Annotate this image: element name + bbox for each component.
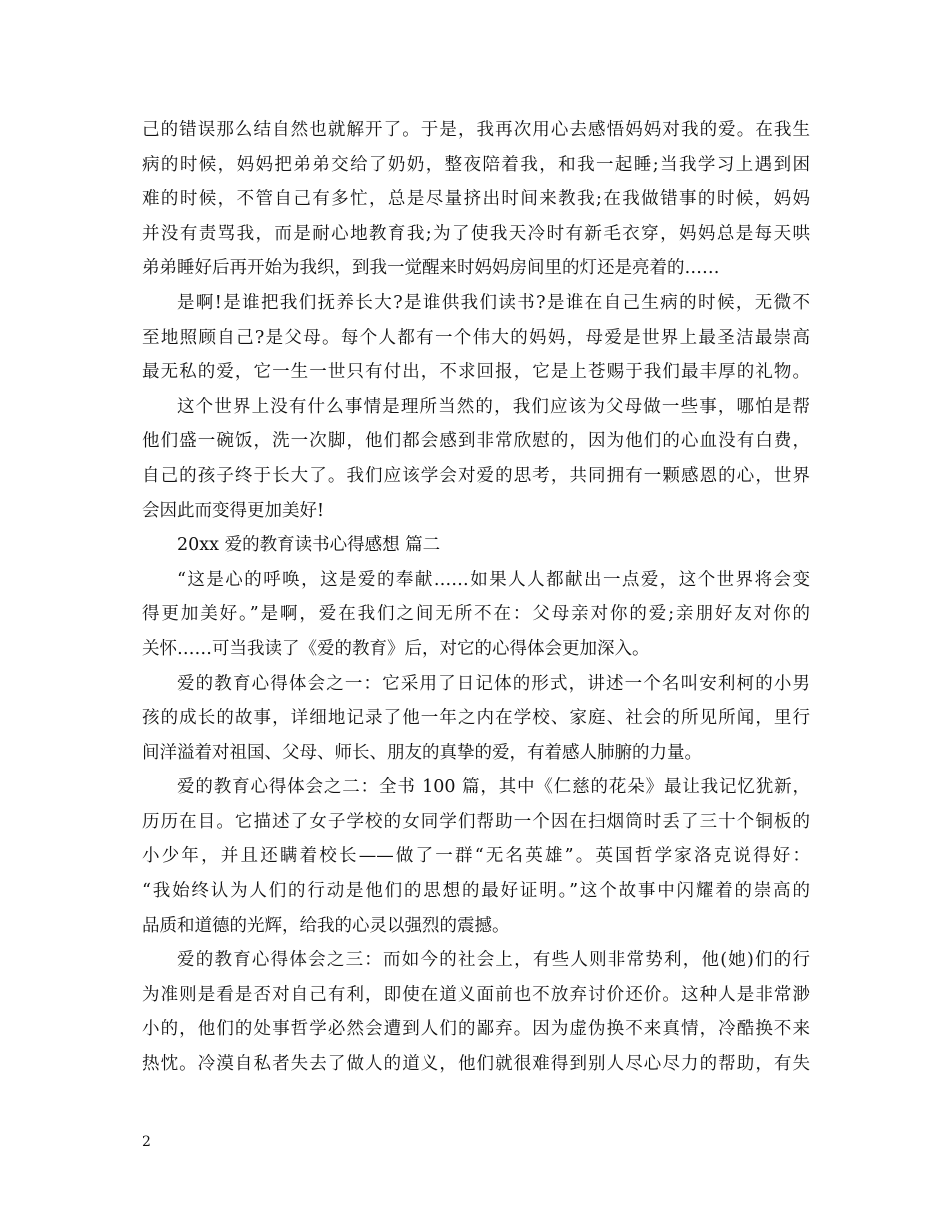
text-line: 关怀……可当我读了《爱的教育》后，对它的心得体会更加深入。 <box>142 638 650 659</box>
text-line: 并没有责骂我，而是耐心地教育我;为了使我天冷时有新毛衣穿，妈妈总是每天哄 <box>142 223 810 244</box>
text-line: 至地照顾自己?是父母。每个人都有一个伟大的妈妈，母爱是世界上最圣洁最崇高 <box>142 327 810 348</box>
text-line: 己的错误那么结自然也就解开了。于是，我再次用心去感悟妈妈对我的爱。在我生 <box>142 120 810 140</box>
text-line: 孩的成长的故事，详细地记录了他一年之内在学校、家庭、社会的所见所闻，里行 <box>142 708 810 729</box>
text-line: 病的时候，妈妈把弟弟交给了奶奶，整夜陪着我，和我一起睡;当我学习上遇到困 <box>142 154 810 175</box>
text-line: 小少年，并且还瞒着校长——做了一群“无名英雄”。英国哲学家洛克说得好： <box>142 846 810 867</box>
paragraph-first-line: 爱的教育心得体会之二：全书 100 篇，其中《仁慈的花朵》最让我记忆犹新， <box>177 777 810 798</box>
paragraph-first-line: “这是心的呼唤，这是爱的奉献……如果人人都献出一点爱，这个世界将会变 <box>177 569 810 590</box>
section-heading: 20xx 爱的教育读书心得感想 篇二 <box>177 535 441 556</box>
text-line: 得更加美好。”是啊，爱在我们之间无所不在：父母亲对你的爱;亲朋好友对你的 <box>142 604 810 625</box>
text-line: 为准则是看是否对自己有利，即使在道义面前也不放弃讨价还价。这种人是非常渺 <box>142 984 810 1005</box>
page-number: 2 <box>142 1134 151 1150</box>
text-line: 品质和道德的光辉，给我的心灵以强烈的震撼。 <box>142 915 510 936</box>
text-line: 最无私的爱，它一生一世只有付出，不求回报，它是上苍赐于我们最丰厚的礼物。 <box>142 362 810 383</box>
paragraph-first-line: 爱的教育心得体会之三：而如今的社会上，有些人则非常势利，他(她)们的行 <box>177 950 810 971</box>
paragraph-first-line: 是啊!是谁把我们抚养长大?是谁供我们读书?是谁在自己生病的时候，无微不 <box>177 292 810 313</box>
text-line: “我始终认为人们的行动是他们的思想的最好证明。”这个故事中闪耀着的崇高的 <box>142 881 810 902</box>
text-line: 历历在目。它描述了女子学校的女同学们帮助一个因在扫烟筒时丢了三十个铜板的 <box>142 811 810 832</box>
text-line: 自己的孩子终于长大了。我们应该学会对爱的思考，共同拥有一颗感恩的心，世界 <box>142 465 810 486</box>
text-line: 会因此而变得更加美好! <box>142 500 325 521</box>
document-body <box>142 113 810 1082</box>
text-line: 弟弟睡好后再开始为我织，到我一觉醒来时妈妈房间里的灯还是亮着的…… <box>142 258 720 279</box>
paragraph-first-line: 爱的教育心得体会之一：它采用了日记体的形式，讲述一个名叫安利柯的小男 <box>177 673 810 694</box>
text-line: 小的，他们的处事哲学必然会遭到人们的鄙弃。因为虚伪换不来真情，冷酷换不来 <box>142 1019 810 1040</box>
paragraph-first-line: 这个世界上没有什么事情是理所当然的，我们应该为父母做一些事，哪怕是帮 <box>177 396 810 417</box>
text-line: 热忱。冷漠自私者失去了做人的道义，他们就很难得到别人尽心尽力的帮助，有失 <box>142 1054 810 1075</box>
text-line: 间洋溢着对祖国、父母、师长、朋友的真挚的爱，有着感人肺腑的力量。 <box>142 742 702 763</box>
text-line: 他们盛一碗饭，洗一次脚，他们都会感到非常欣慰的，因为他们的心血没有白费， <box>142 431 810 452</box>
text-line: 难的时候，不管自己有多忙，总是尽量挤出时间来教我;在我做错事的时候，妈妈 <box>142 189 810 210</box>
